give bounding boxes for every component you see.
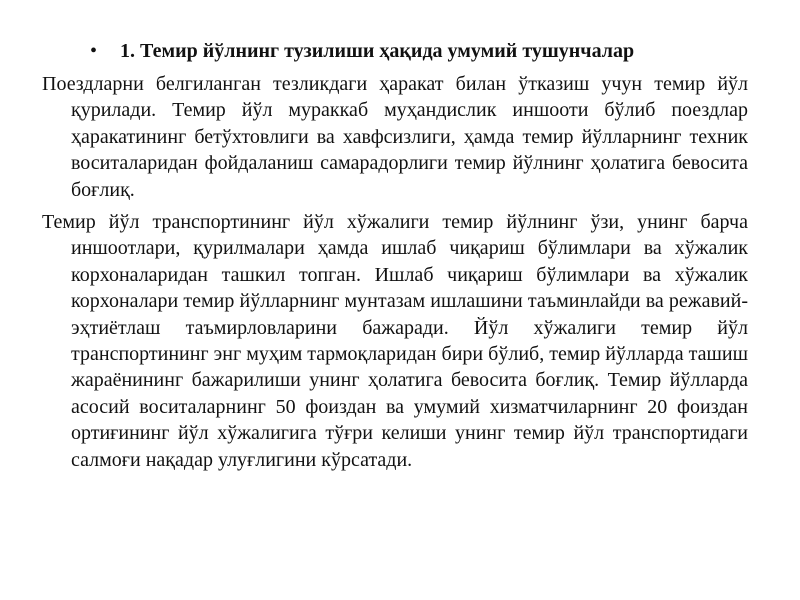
section-heading bbox=[90, 38, 760, 64]
paragraph-2: Темир йўл транспортининг йўл хўжалиги темир йўлнинг ўзи, унинг барча иншоотлари, қурилмалари ҳамда ишлаб чиқариш бўлимлари ва хўжалик корхоналаридан ташкил топган. Ишлаб чиқариш бўлимлари ва хўжалик корхоналари темир йўлларнинг мунтазам ишлашини таъминлайди ва режавий-эҳтиётлаш таъмирловларини бажаради. Йўл хўжалиги темир йўл транспортининг энг муҳим тармоқларидан бири бўлиб, темир йўлларда ташиш жараёнининг бажарилиши унинг ҳолатига бевосита боғлиқ. Темир йўлларда асосий воситаларнинг 50 фоиздан ва умумий хизматчиларнинг 20 фоиздан ортиғининг йўл хўжалигига тўғри келиши унинг темир йўл транспортидаги салмоғи нақадар улуғлигини кўрсатади. bbox=[42, 211, 748, 471]
paragraph-1: Поездларни белгиланган тезликдаги ҳаракат билан ўтказиш учун темир йўл қурилади. Темир йўл мураккаб муҳандислик иншооти бўлиб поездлар ҳаракатининг бетўхтовлиги ва хавфсизлиги, ҳамда темир йўлларнинг техник воситаларидан фойдаланиш самарадорлиги темир йўлнинг ҳолатига бевосита боғлиқ. bbox=[42, 73, 748, 201]
section-heading-text: 1. Темир йўлнинг тузилиши ҳақида умумий тушунчалар bbox=[120, 40, 635, 62]
bullet-icon: • bbox=[90, 40, 98, 62]
